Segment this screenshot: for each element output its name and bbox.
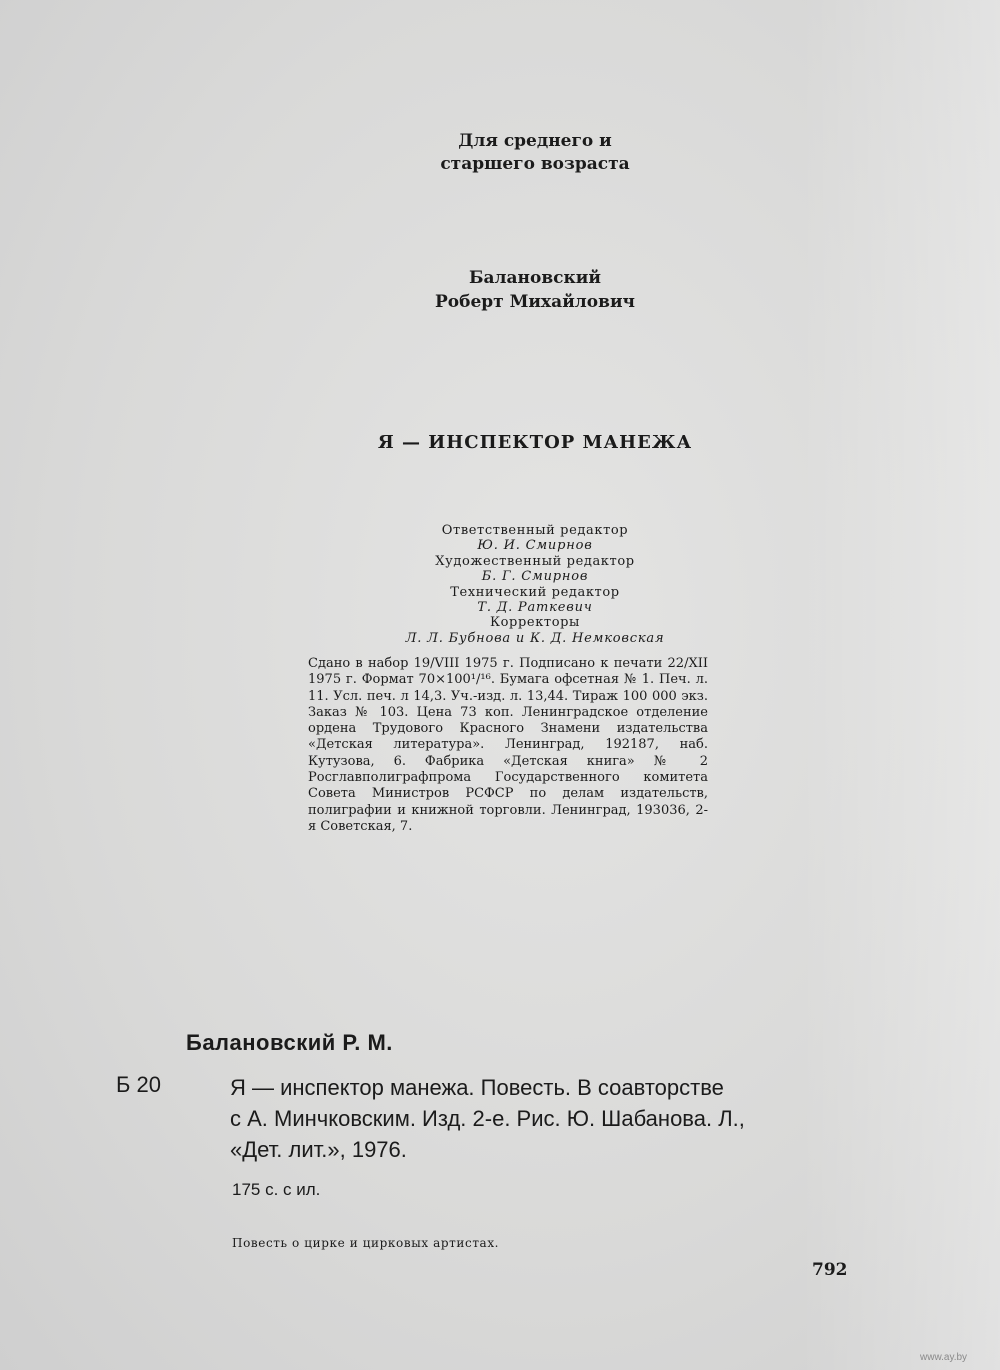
bibliography-line: с А. Минчковским. Изд. 2-е. Рис. Ю. Шабанова. Л., [230,1106,745,1131]
book-title: Я — ИНСПЕКТОР МАНЕЖА [377,432,693,453]
imprint-block: Сдано в набор 19/VIII 1975 г. Подписано к печати 22/XII 1975 г. Формат 70×100¹/¹⁶. Бумага офсетная № 1. Печ. л. 11. Усл. печ. л 14,3. Уч.-изд. л. 13,44. Тираж 100 000 экз. Заказ № 103. Цена 73 коп. Ленинградское отделение ордена Трудового Красного Знамени издательства «Детская литература». Ленинград, 192187, наб. Кутузова, 6. Фабрика «Детская книга» № 2 Росглавполиграфпрома Государственного комитета Совета Министров РСФСР по делам издательств, полиграфии и книжной торговли. Ленинград, 193036, 2-я Советская, 7. [308,656,708,834]
bibliography-author: Балановский Р. М. [186,1030,393,1055]
bibliography-annotation: Повесть о цирке и цирковых артистах. [232,1236,500,1250]
bibliography-pages: 175 с. с ил. [232,1180,321,1199]
age-group-line1: Для среднего и [458,131,612,151]
credit-person: Л. Л. Бубнова и К. Д. Немковская [405,630,665,646]
author-full-name [380,266,690,314]
credits-block [340,523,730,646]
credit-role: Художественный редактор [435,553,635,569]
bibliography-description [230,1072,870,1165]
classification-number: 792 [812,1260,848,1280]
bibliography-line: Я — инспектор манежа. Повесть. В соавторстве [230,1075,724,1100]
credit-person: Ю. И. Смирнов [477,538,593,554]
author-given-names: Роберт Михайлович [435,292,635,312]
bibliography-code: Б 20 [116,1072,162,1097]
credit-person: Т. Д. Раткевич [477,600,593,616]
watermark: www.ay.by [920,1352,968,1363]
age-group-line2: старшего возраста [440,154,630,174]
age-group [380,130,690,176]
credit-role: Корректоры [489,615,581,631]
credit-role: Ответственный редактор [441,523,629,538]
author-surname: Балановский [469,268,601,288]
credit-role: Технический редактор [450,584,620,600]
bibliography-line: «Дет. лит.», 1976. [230,1137,407,1162]
credit-person: Б. Г. Смирнов [481,569,589,585]
